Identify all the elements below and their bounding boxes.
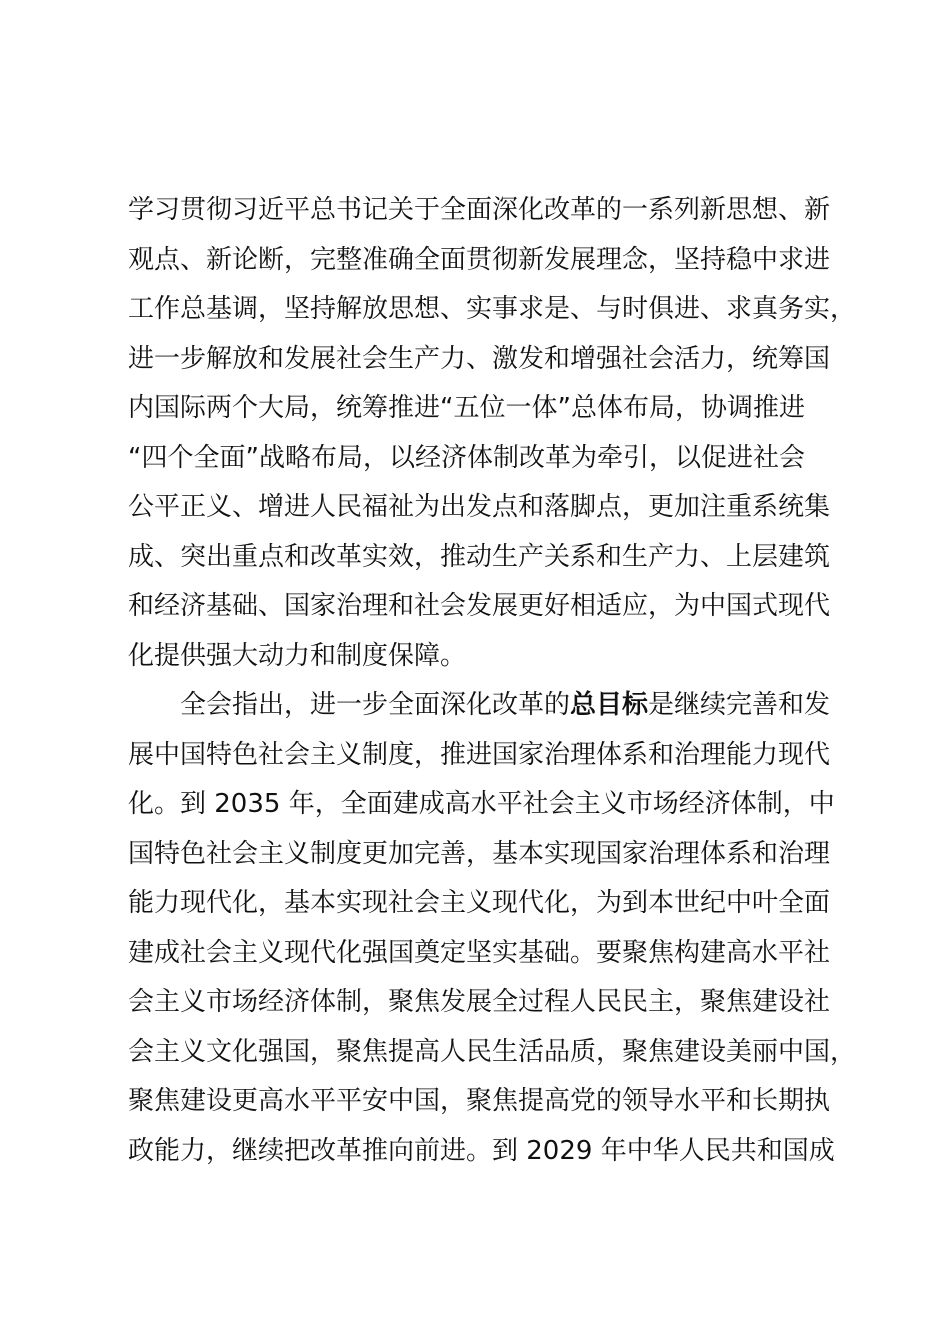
paragraph-1 <box>128 186 857 681</box>
paragraph-1-line-6: “四个全面”战略布局，以经济体制改革为牵引，以促进社会 <box>128 442 805 473</box>
paragraph-2-line-10: 政能力，继续把改革推向前进。到 2029 年中华人民共和国成 <box>128 1135 835 1166</box>
paragraph-1-line-4: 进一步解放和发展社会生产力、激发和增强社会活力，统筹国 <box>128 343 831 374</box>
paragraph-2-first-after: 是继续完善和发 <box>648 690 831 720</box>
paragraph-2-line-2: 展中国特色社会主义制度，推进国家治理体系和治理能力现代 <box>128 739 831 770</box>
paragraph-2-line-7: 会主义市场经济体制，聚焦发展全过程人民民主，聚焦建设社 <box>128 987 831 1017</box>
document-body <box>128 186 857 1176</box>
paragraph-1-line-9: 和经济基础、国家治理和社会发展更好相适应，为中国式现代 <box>128 591 831 621</box>
paragraph-2-line-1 <box>128 681 848 731</box>
paragraph-2-line-5: 能力现代化，基本实现社会主义现代化，为到本世纪中叶全面 <box>128 888 831 918</box>
paragraph-1-line-3: 工作总基调，坚持解放思想、实事求是、与时俱进、求真务实， <box>128 294 857 324</box>
paragraph-1-line-7: 公平正义、增进人民福祉为出发点和落脚点，更加注重系统集 <box>128 492 831 522</box>
paragraph-1-line-8: 成、突出重点和改革实效，推动生产关系和生产力、上层建筑 <box>128 541 831 572</box>
paragraph-1-line-2: 观点、新论断，完整准确全面贯彻新发展理念，坚持稳中求进 <box>128 244 831 275</box>
paragraph-1-line-1: 学习贯彻习近平总书记关于全面深化改革的一系列新思想、新 <box>128 195 831 225</box>
paragraph-2 <box>128 681 857 1176</box>
paragraph-2-line-9: 聚焦建设更高水平平安中国，聚焦提高党的领导水平和长期执 <box>128 1086 831 1116</box>
paragraph-2-first-before: 全会指出，进一步全面深化改革的 <box>180 690 571 720</box>
total-goal-emphasis: 总目标 <box>570 690 649 720</box>
paragraph-1-line-5: 内国际两个大局，统筹推进“五位一体”总体布局，协调推进 <box>128 393 805 423</box>
paragraph-2-line-6: 建成社会主义现代化强国奠定坚实基础。要聚焦构建高水平社 <box>128 937 831 968</box>
paragraph-2-line-3: 化。到 2035 年，全面建成高水平社会主义市场经济体制，中 <box>128 789 835 819</box>
paragraph-2-line-4: 国特色社会主义制度更加完善，基本实现国家治理体系和治理 <box>128 838 831 869</box>
paragraph-1-line-10: 化提供强大动力和制度保障。 <box>128 640 467 671</box>
paragraph-2-line-8: 会主义文化强国，聚焦提高人民生活品质，聚焦建设美丽中国， <box>128 1036 857 1067</box>
